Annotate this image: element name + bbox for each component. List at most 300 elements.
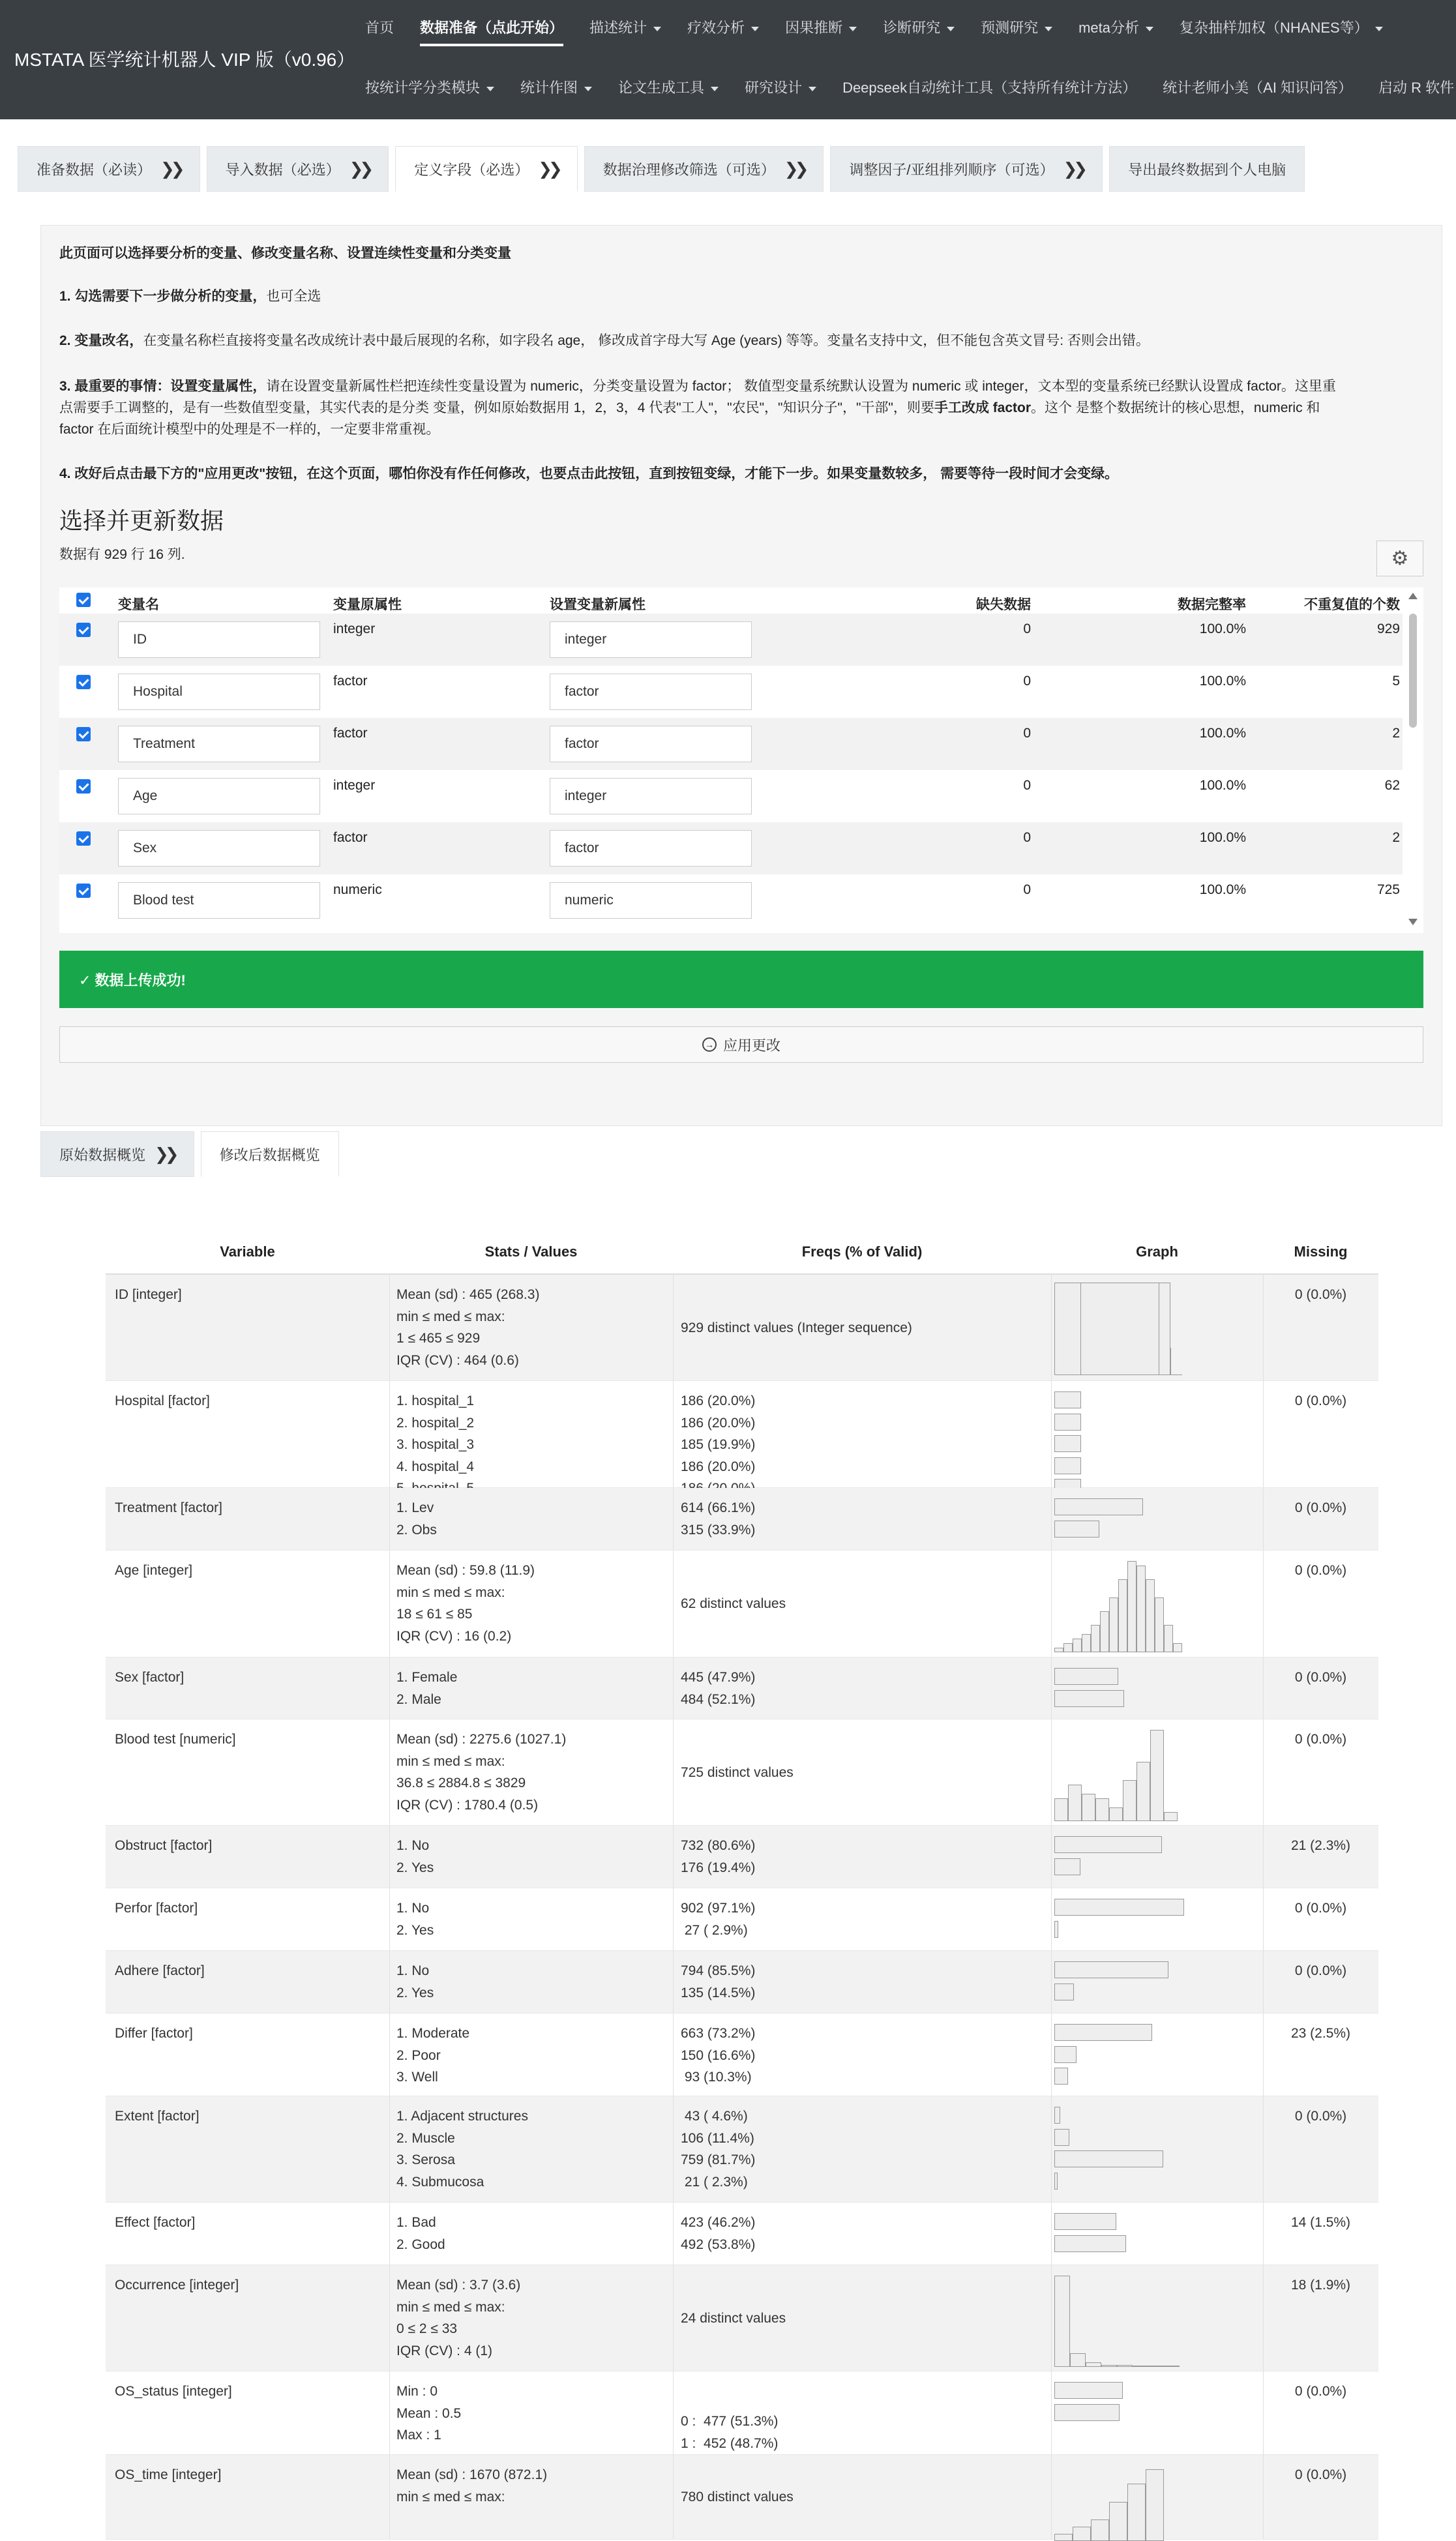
- graph-bar: [1054, 2276, 1070, 2367]
- column-divider: [673, 2371, 674, 2454]
- nav-item-label: 疗效分析: [687, 20, 745, 36]
- graph-bar: [1164, 1812, 1178, 1821]
- summary-freqs: 929 distinct values (Integer sequence): [681, 1317, 912, 1339]
- nav-item-label: 统计老师小美（AI 知识问答）: [1163, 80, 1352, 96]
- variable-select-checkbox[interactable]: [76, 675, 91, 689]
- summary-stats: Mean (sd) : 59.8 (11.9) min ≤ med ≤ max: 18 ≤ 61 ≤ 85 IQR (CV) : 16 (0.2): [396, 1560, 535, 1647]
- summary-variable: Blood test [numeric]: [115, 1729, 236, 1751]
- graph-bar: [1054, 2046, 1077, 2063]
- graph-bar: [1054, 1668, 1118, 1685]
- summary-stats: Mean (sd) : 3.7 (3.6) min ≤ med ≤ max: 0 ≤ 2 ≤ 33 IQR (CV) : 4 (1): [396, 2274, 520, 2362]
- caret-down-icon: [486, 87, 494, 91]
- header-missing: 缺失数据: [874, 594, 1031, 614]
- graph-bar: [1148, 2366, 1164, 2367]
- caret-down-icon: [653, 27, 661, 31]
- summary-row: [106, 1657, 1378, 1719]
- summary-row: [106, 1719, 1378, 1826]
- column-divider: [389, 2455, 390, 2539]
- original-type: integer: [333, 778, 375, 794]
- summary-missing: 0 (0.0%): [1263, 1667, 1378, 1689]
- workflow-tabs: [18, 146, 1311, 192]
- graph-bar: [1054, 1457, 1081, 1474]
- summary-variable: Effect [factor]: [115, 2212, 195, 2234]
- variable-row: [59, 718, 1403, 770]
- variable-name-input[interactable]: Age: [118, 778, 320, 814]
- missing-count: 0: [874, 621, 1031, 637]
- nav-item-label: 描述统计: [589, 20, 647, 36]
- graph-bar: [1054, 2213, 1116, 2230]
- instruction-line-6: factor 在后面统计模型中的处理是不一样的，一定要非常重视。: [59, 419, 1429, 440]
- tab-step-1[interactable]: [207, 146, 389, 192]
- summary-missing: 18 (1.9%): [1263, 2274, 1378, 2296]
- column-divider: [673, 1488, 674, 1550]
- graph-bar: [1054, 1921, 1058, 1938]
- summary-header-stats: Stats / Values: [389, 1243, 673, 1260]
- unique-count: 929: [1233, 621, 1400, 637]
- missing-count: 0: [874, 674, 1031, 689]
- header-new-type: 设置变量新属性: [550, 594, 646, 614]
- nav-item-secondary-3[interactable]: [745, 77, 816, 106]
- nav-row-secondary: [365, 77, 1456, 106]
- column-divider: [1051, 2013, 1052, 2096]
- summary-header-missing: Missing: [1263, 1243, 1378, 1260]
- column-divider: [1051, 1951, 1052, 2013]
- graph-bar: [1054, 1858, 1080, 1875]
- nav-item-8[interactable]: [1180, 17, 1383, 46]
- column-divider: [1051, 2265, 1052, 2371]
- summary-variable: Sex [factor]: [115, 1667, 184, 1689]
- nav-item-label: 因果推断: [785, 20, 842, 36]
- original-type: integer: [333, 621, 375, 637]
- column-divider: [1051, 2096, 1052, 2202]
- original-type: factor: [333, 674, 368, 689]
- caret-down-icon: [1375, 27, 1383, 31]
- graph-bar: [1068, 1785, 1082, 1821]
- header-unique: 不重复值的个数: [1233, 594, 1400, 614]
- summary-stats: 1. Bad 2. Good: [396, 2212, 445, 2255]
- summary-missing: 0 (0.0%): [1263, 1729, 1378, 1751]
- graph-bar: [1155, 1597, 1164, 1652]
- graph-bar: [1054, 2129, 1069, 2146]
- summary-freqs: 43 ( 4.6%) 106 (11.4%) 759 (81.7%) 21 ( 2.3%): [681, 2105, 755, 2193]
- summary-row: [106, 1888, 1378, 1951]
- column-divider: [673, 2203, 674, 2265]
- summary-stats: 1. No 2. Yes: [396, 1897, 434, 1941]
- column-divider: [389, 1381, 390, 1487]
- summary-row: [106, 2265, 1378, 2371]
- graph-bar: [1054, 1690, 1124, 1707]
- top-navbar: [0, 0, 1456, 119]
- summary-freqs: 0 : 477 (51.3%) 1 : 452 (48.7%): [681, 2411, 778, 2454]
- summary-missing: 14 (1.5%): [1263, 2212, 1378, 2234]
- unique-count: 2: [1233, 726, 1400, 741]
- instruction-line-2: 1. 勾选需要下一步做分析的变量，也可全选: [59, 286, 1429, 307]
- nav-item-label: Deepseek自动统计工具（支持所有统计方法）: [842, 80, 1137, 96]
- select-all-checkbox[interactable]: [76, 593, 91, 607]
- summary-missing: 0 (0.0%): [1263, 1390, 1378, 1412]
- tab-step-2[interactable]: [395, 146, 578, 192]
- double-chevron-right-icon: ❯❯: [784, 159, 805, 179]
- variable-name-input[interactable]: ID: [118, 621, 320, 658]
- section-title: 选择并更新数据: [59, 503, 224, 536]
- summary-stats: Min : 0 Mean : 0.5 Max : 1: [396, 2381, 461, 2446]
- column-divider: [1051, 2371, 1052, 2454]
- column-divider: [1051, 2203, 1052, 2265]
- column-divider: [673, 1719, 674, 1825]
- double-chevron-right-icon: ❯❯: [155, 1144, 175, 1165]
- summary-stats: 1. Lev 2. Obs: [396, 1497, 437, 1541]
- column-divider: [1051, 1657, 1052, 1719]
- caret-down-icon: [584, 87, 592, 91]
- column-divider: [673, 1551, 674, 1657]
- column-divider: [389, 2013, 390, 2096]
- data-dimension-text: 数据有 929 行 16 列.: [59, 544, 185, 563]
- column-divider: [1051, 2455, 1052, 2539]
- graph-bar: [1100, 1611, 1109, 1652]
- graph-bar: [1146, 2469, 1164, 2541]
- nav-item-label: 诊断研究: [883, 20, 940, 36]
- missing-count: 0: [874, 830, 1031, 846]
- tab-label: 修改后数据概览: [220, 1144, 320, 1165]
- column-divider: [673, 2455, 674, 2539]
- summary-variable: Extent [factor]: [115, 2105, 200, 2128]
- double-chevron-right-icon: ❯❯: [1063, 159, 1084, 179]
- graph-bar: [1080, 1283, 1081, 1375]
- graph-bar: [1133, 2366, 1148, 2367]
- tab-label: 数据治理修改筛选（可选）: [603, 159, 775, 179]
- column-divider: [673, 1888, 674, 1950]
- nav-item-secondary-5[interactable]: [1163, 77, 1352, 106]
- column-divider: [389, 1719, 390, 1825]
- instruction-line-1: 此页面可以选择要分析的变量、修改变量名称、设置连续性变量和分类变量: [59, 243, 1429, 264]
- graph-bar: [1101, 2365, 1117, 2367]
- graph-bar: [1054, 1798, 1068, 1821]
- nav-item-label: 复杂抽样加权（NHANES等）: [1180, 20, 1369, 36]
- nav-item-1[interactable]: [420, 17, 563, 46]
- graph-bar: [1118, 1579, 1127, 1652]
- column-divider: [1051, 1551, 1052, 1657]
- variable-select-checkbox[interactable]: [76, 884, 91, 898]
- tab-step-4[interactable]: [830, 146, 1103, 192]
- variable-select-checkbox[interactable]: [76, 623, 91, 637]
- graph-bar: [1109, 2502, 1127, 2541]
- graph-bar: [1082, 1794, 1095, 1821]
- original-type: factor: [333, 830, 368, 846]
- column-divider: [673, 2096, 674, 2202]
- define-fields-panel: [40, 225, 1442, 1126]
- graph-bar: [1054, 1414, 1081, 1431]
- completeness-rate: 100.0%: [1090, 674, 1246, 689]
- completeness-rate: 100.0%: [1090, 882, 1246, 898]
- graph-bar: [1054, 1283, 1170, 1375]
- graph-bar: [1173, 1643, 1182, 1652]
- column-divider: [389, 1551, 390, 1657]
- nav-item-4[interactable]: [785, 17, 857, 46]
- summary-missing: 0 (0.0%): [1263, 2105, 1378, 2128]
- summary-stats: Mean (sd) : 2275.6 (1027.1) min ≤ med ≤ max: 36.8 ≤ 2884.8 ≤ 3829 IQR (CV) : 1780.4 (0.5): [396, 1729, 566, 1816]
- caret-down-icon: [849, 27, 857, 31]
- header-completeness: 数据完整率: [1090, 594, 1246, 614]
- summary-variable: Perfor [factor]: [115, 1897, 198, 1920]
- column-divider: [673, 1275, 674, 1380]
- arrow-circle-icon: →: [702, 1037, 717, 1052]
- summary-stats: 1. No 2. Yes: [396, 1960, 434, 2004]
- summary-row: [106, 2455, 1378, 2540]
- summary-header-variable: Variable: [106, 1243, 389, 1260]
- graph-bar: [1091, 2519, 1109, 2541]
- nav-item-secondary-6[interactable]: [1378, 77, 1454, 106]
- column-divider: [1051, 1488, 1052, 1550]
- tab-label: 导出最终数据到个人电脑: [1128, 159, 1286, 179]
- overview-tab-0[interactable]: [40, 1131, 194, 1177]
- summary-variable: Hospital [factor]: [115, 1390, 210, 1412]
- instruction-line-7: 4. 改好后点击最下方的"应用更改"按钮，在这个页面，哪怕你没有作任何修改，也要点击此按钮，直到按钮变绿，才能下一步。如果变量数较多， 需要等待一段时间才会变绿。: [59, 463, 1429, 484]
- graph-bar: [1146, 1579, 1155, 1652]
- instruction-line-3: 2. 变量改名，在变量名称栏直接将变量名改成统计表中最后展现的名称，如字段名 age， 修改成首字母大写 Age (years) 等等。变量名支持中文，但不能包含英文冒号: 否则会出错。: [59, 330, 1429, 351]
- double-chevron-right-icon: ❯❯: [160, 159, 181, 179]
- summary-variable: Obstruct [factor]: [115, 1835, 212, 1857]
- overview-tabs: [40, 1131, 346, 1177]
- column-divider: [389, 2371, 390, 2454]
- summary-missing: 0 (0.0%): [1263, 1897, 1378, 1920]
- nav-item-label: 数据准备（点此开始）: [420, 20, 563, 36]
- header-var-name: 变量名: [118, 594, 159, 614]
- column-divider: [1051, 1275, 1052, 1380]
- variable-name-input[interactable]: Blood test: [118, 882, 320, 919]
- summary-row: [106, 1488, 1378, 1551]
- summary-variable: Adhere [factor]: [115, 1960, 205, 1982]
- completeness-rate: 100.0%: [1090, 621, 1246, 637]
- column-divider: [1051, 1888, 1052, 1950]
- instruction-line-4: 3. 最重要的事情：设置变量属性，请在设置变量新属性栏把连续性变量设置为 numeric，分类变量设置为 factor； 数值型变量系统默认设置为 numeric 或 integer，文本型的变量系统已经默认设置成 factor。这里重: [59, 376, 1429, 397]
- missing-count: 0: [874, 778, 1031, 794]
- scroll-up-icon[interactable]: [1408, 593, 1418, 599]
- gear-icon: ⚙: [1391, 547, 1409, 570]
- variable-select-checkbox[interactable]: [76, 779, 91, 794]
- tab-label: 导入数据（必选）: [226, 159, 340, 179]
- caret-down-icon: [947, 27, 955, 31]
- app-brand[interactable]: MSTATA 医学统计机器人 VIP 版（v0.96）: [14, 46, 355, 72]
- summary-row: [106, 1275, 1378, 1381]
- graph-bar: [1063, 1643, 1073, 1652]
- variable-name-input[interactable]: Hospital: [118, 674, 320, 710]
- summary-freqs: 423 (46.2%) 492 (53.8%): [681, 2212, 755, 2255]
- variable-name-input[interactable]: Treatment: [118, 726, 320, 762]
- summary-stats: 1. Adjacent structures 2. Muscle 3. Serosa 4. Submucosa: [396, 2105, 528, 2193]
- nav-item-secondary-0[interactable]: [365, 77, 494, 106]
- graph-bar: [1070, 2353, 1086, 2367]
- column-divider: [1051, 1719, 1052, 1825]
- summary-freqs: 24 distinct values: [681, 2308, 786, 2330]
- graph-bar: [1054, 2150, 1163, 2167]
- graph-bar: [1073, 1639, 1082, 1652]
- summary-variable: Differ [factor]: [115, 2023, 193, 2045]
- tab-label: 定义字段（必选）: [414, 159, 529, 179]
- column-divider: [673, 1657, 674, 1719]
- summary-header-graph: Graph: [1051, 1243, 1263, 1260]
- scroll-thumb[interactable]: [1409, 614, 1417, 728]
- summary-missing: 0 (0.0%): [1263, 1284, 1378, 1306]
- nav-item-6[interactable]: [981, 17, 1052, 46]
- summary-row: [106, 2371, 1378, 2455]
- scroll-down-icon[interactable]: [1408, 919, 1418, 925]
- column-divider: [1051, 1826, 1052, 1888]
- summary-freqs: 614 (66.1%) 315 (33.9%): [681, 1497, 755, 1541]
- summary-variable: OS_time [integer]: [115, 2464, 221, 2486]
- summary-header: [106, 1229, 1378, 1275]
- summary-row: [106, 2013, 1378, 2096]
- graph-bar: [1123, 1780, 1137, 1821]
- summary-stats: 1. No 2. Yes: [396, 1835, 434, 1879]
- graph-bar: [1137, 1762, 1150, 1821]
- original-type: numeric: [333, 882, 382, 898]
- tab-label: 原始数据概览: [59, 1144, 145, 1165]
- column-divider: [673, 1951, 674, 2013]
- graph-bar: [1054, 1961, 1168, 1978]
- original-type: factor: [333, 726, 368, 741]
- summary-row: [106, 1381, 1378, 1488]
- completeness-rate: 100.0%: [1090, 726, 1246, 741]
- completeness-rate: 100.0%: [1090, 778, 1246, 794]
- new-type-select[interactable]: factor: [550, 830, 752, 867]
- summary-row: [106, 1826, 1378, 1888]
- summary-freqs: 725 distinct values: [681, 1762, 794, 1784]
- nav-item-secondary-1[interactable]: [520, 77, 592, 106]
- nav-item-7[interactable]: [1078, 17, 1153, 46]
- column-divider: [389, 2203, 390, 2265]
- summary-row: [106, 2203, 1378, 2265]
- graph-bar: [1054, 2382, 1123, 2399]
- column-divider: [673, 1826, 674, 1888]
- column-divider: [389, 1951, 390, 2013]
- graph-bar: [1073, 2527, 1091, 2541]
- nav-item-label: 首页: [365, 20, 394, 36]
- nav-item-2[interactable]: [589, 17, 661, 46]
- tab-step-3[interactable]: [584, 146, 824, 192]
- variable-name-input[interactable]: Sex: [118, 830, 320, 867]
- summary-stats: Mean (sd) : 1670 (872.1) min ≤ med ≤ max:: [396, 2464, 547, 2508]
- column-divider: [673, 2013, 674, 2096]
- summary-missing: 0 (0.0%): [1263, 1960, 1378, 1982]
- summary-freqs: 186 (20.0%) 186 (20.0%) 185 (19.9%) 186 (20.0%): [681, 1390, 755, 1500]
- summary-missing: 0 (0.0%): [1263, 1560, 1378, 1582]
- nav-item-3[interactable]: [687, 17, 759, 46]
- variable-row: [59, 770, 1403, 822]
- instruction-line-5: 点需要手工调整的，是有一些数值型变量，其实代表的是分类 变量，例如原始数据用 1，2，3，4 代表"工人"，"农民"，"知识分子"，"干部"，则要手工改成 factor。这个 是整个数据统计的核心思想，numeric 和: [59, 397, 1429, 419]
- graph-bar: [1117, 2365, 1133, 2367]
- missing-count: 0: [874, 882, 1031, 898]
- nav-item-label: 预测研究: [981, 20, 1038, 36]
- apply-changes-label: 应用更改: [723, 1035, 780, 1055]
- column-divider: [389, 2265, 390, 2371]
- unique-count: 62: [1233, 778, 1400, 794]
- graph-bar: [1054, 1435, 1081, 1452]
- nav-item-label: meta分析: [1078, 20, 1139, 36]
- nav-item-secondary-4[interactable]: [842, 77, 1137, 106]
- new-type-select[interactable]: factor: [550, 726, 752, 762]
- unique-count: 725: [1233, 882, 1400, 898]
- variable-select-checkbox[interactable]: [76, 831, 91, 846]
- apply-changes-button[interactable]: [59, 1026, 1423, 1063]
- nav-item-0[interactable]: [365, 17, 394, 46]
- graph-bar: [1054, 2404, 1120, 2421]
- graph-bar: [1082, 1634, 1091, 1652]
- summary-freqs: 663 (73.2%) 150 (16.6%) 93 (10.3%): [681, 2023, 755, 2088]
- graph-bar: [1164, 1625, 1173, 1652]
- summary-stats: 1. Moderate 2. Poor 3. Well: [396, 2023, 469, 2088]
- nav-item-label: 启动 R 软件: [1378, 80, 1454, 96]
- graph-bar: [1054, 1391, 1081, 1408]
- nav-row-primary: [365, 17, 1409, 46]
- graph-bar: [1054, 1899, 1184, 1916]
- tab-step-5[interactable]: [1109, 146, 1305, 192]
- new-type-select[interactable]: integer: [550, 778, 752, 814]
- unique-count: 2: [1233, 830, 1400, 846]
- graph-bar: [1091, 1625, 1100, 1652]
- nav-item-secondary-2[interactable]: [618, 77, 719, 106]
- header-orig-type: 变量原属性: [333, 594, 402, 614]
- column-divider: [389, 1888, 390, 1950]
- overview-tab-1[interactable]: [201, 1131, 339, 1177]
- nav-item-label: 统计作图: [520, 80, 578, 96]
- graph-bar: [1137, 1566, 1146, 1652]
- double-chevron-right-icon: ❯❯: [538, 159, 559, 179]
- summary-freqs: 902 (97.1%) 27 ( 2.9%): [681, 1897, 755, 1941]
- variable-row: [59, 614, 1403, 666]
- graph-bar: [1150, 1730, 1164, 1821]
- column-divider: [389, 1488, 390, 1550]
- graph-bar: [1095, 1798, 1109, 1821]
- graph-bar: [1109, 1807, 1123, 1821]
- variable-select-checkbox[interactable]: [76, 727, 91, 741]
- tab-step-0[interactable]: [18, 146, 200, 192]
- caret-down-icon: [1045, 27, 1052, 31]
- variable-row: [59, 666, 1403, 718]
- summary-freqs: 780 distinct values: [681, 2486, 794, 2508]
- graph-bar: [1164, 2366, 1180, 2367]
- column-divider: [389, 2096, 390, 2202]
- summary-header-freqs: Freqs (% of Valid): [673, 1243, 1051, 1260]
- caret-down-icon: [751, 27, 759, 31]
- summary-missing: 23 (2.5%): [1263, 2023, 1378, 2045]
- graph-bar: [1086, 2362, 1101, 2367]
- tab-label: 准备数据（必读）: [37, 159, 151, 179]
- nav-item-label: 按统计学分类模块: [365, 80, 480, 96]
- column-divider: [389, 1275, 390, 1380]
- column-divider: [673, 2265, 674, 2371]
- unique-count: 5: [1233, 674, 1400, 689]
- graph-bar: [1054, 1836, 1162, 1853]
- completeness-rate: 100.0%: [1090, 830, 1246, 846]
- nav-item-5[interactable]: [883, 17, 955, 46]
- new-type-select[interactable]: integer: [550, 621, 752, 658]
- graph-bar: [1054, 1521, 1099, 1538]
- graph-bar: [1054, 2107, 1060, 2124]
- graph-bar: [1127, 1561, 1137, 1652]
- table-scrollbar[interactable]: [1404, 587, 1423, 933]
- graph-bar: [1054, 1984, 1074, 2000]
- column-divider: [389, 1826, 390, 1888]
- summary-row: [106, 1551, 1378, 1657]
- summary-variable: ID [integer]: [115, 1284, 182, 1306]
- caret-down-icon: [711, 87, 719, 91]
- summary-variable: OS_status [integer]: [115, 2381, 232, 2403]
- graph-bar: [1054, 2024, 1152, 2041]
- settings-button[interactable]: [1376, 541, 1423, 576]
- column-divider: [673, 1381, 674, 1487]
- new-type-select[interactable]: numeric: [550, 882, 752, 919]
- new-type-select[interactable]: factor: [550, 674, 752, 710]
